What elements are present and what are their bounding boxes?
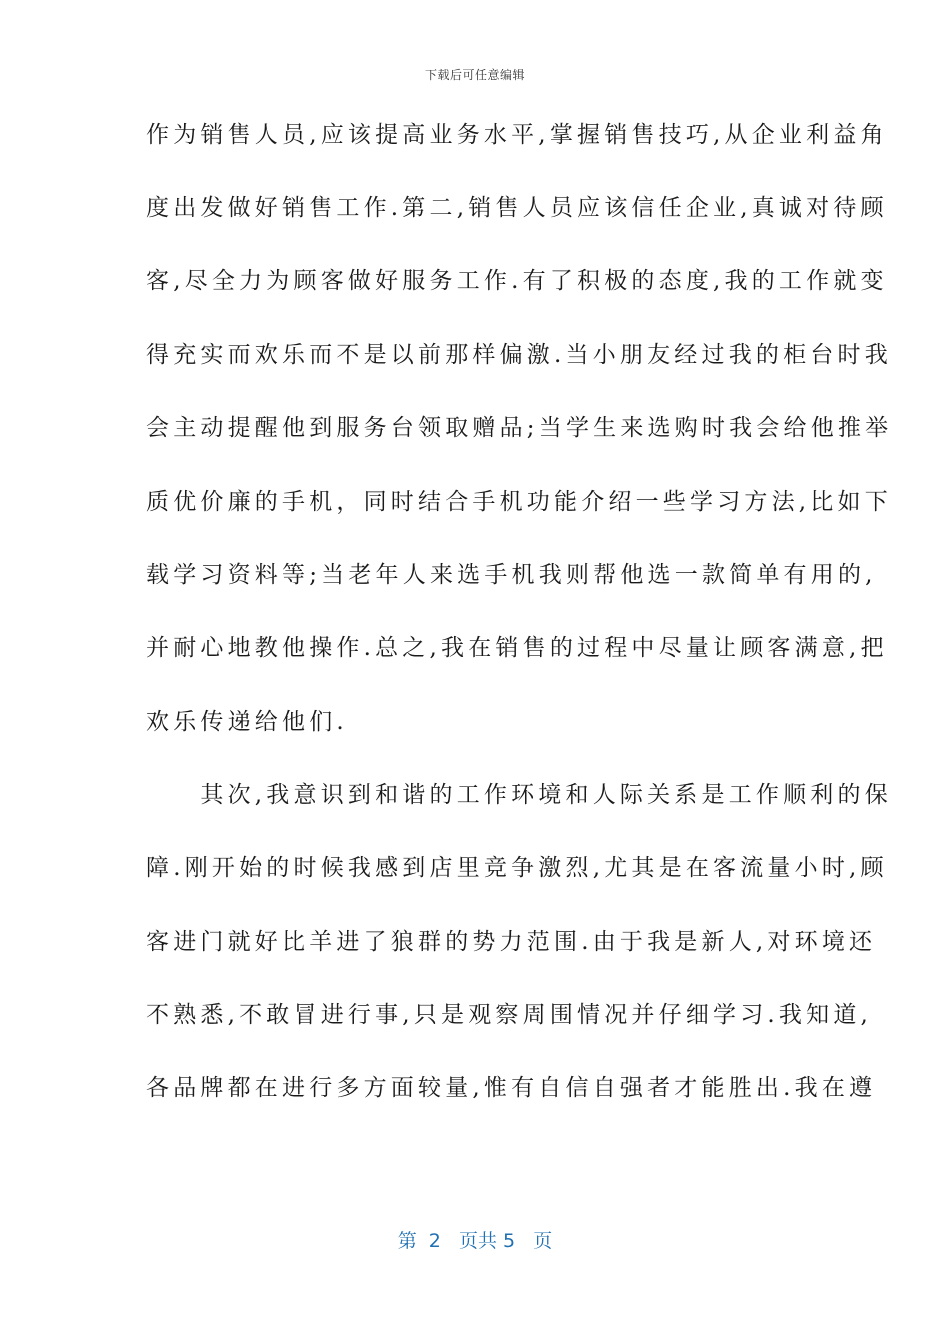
text-line: 并耐心地教他操作.总之,我在销售的过程中尽量让顾客满意,把 <box>146 635 888 661</box>
text-line: 各品牌都在进行多方面较量,惟有自信自强者才能胜出.我在遵 <box>146 1075 877 1101</box>
text-line: 客进门就好比羊进了狼群的势力范围.由于我是新人,对环境还 <box>146 929 877 955</box>
text-line: 欢乐传递给他们. <box>146 709 348 735</box>
text-line: 障.刚开始的时候我感到店里竞争激烈,尤其是在客流量小时,顾 <box>146 855 888 881</box>
text-line: 得充实而欢乐而不是以前那样偏激.当小朋友经过我的柜台时我 <box>146 342 892 368</box>
text-line: 会主动提醒他到服务台领取赠品;当学生来选购时我会给他推举 <box>146 415 893 441</box>
text-line: 其次,我意识到和谐的工作环境和人际关系是工作顺利的保 <box>146 782 892 808</box>
page-header: 下载后可任意编辑 <box>424 68 525 82</box>
text-line: 度出发做好销售工作.第二,销售人员应该信任企业,真诚对待顾 <box>146 195 888 221</box>
text-line: 作为销售人员,应该提高业务水平,掌握销售技巧,从企业利益角 <box>146 122 888 148</box>
text-line: 不熟悉,不敢冒进行事,只是观察周围情况并仔细学习.我知道, <box>146 1002 873 1028</box>
text-line: 客,尽全力为顾客做好服务工作.有了积极的态度,我的工作就变 <box>146 268 888 294</box>
page-number-footer: 第 2 页共 5 页 <box>397 1230 553 1252</box>
text-line: 质优价廉的手机，同时结合手机功能介绍一些学习方法,比如下 <box>146 489 892 515</box>
text-line: 载学习资料等;当老年人来选手机我则帮他选一款简单有用的, <box>146 562 877 588</box>
